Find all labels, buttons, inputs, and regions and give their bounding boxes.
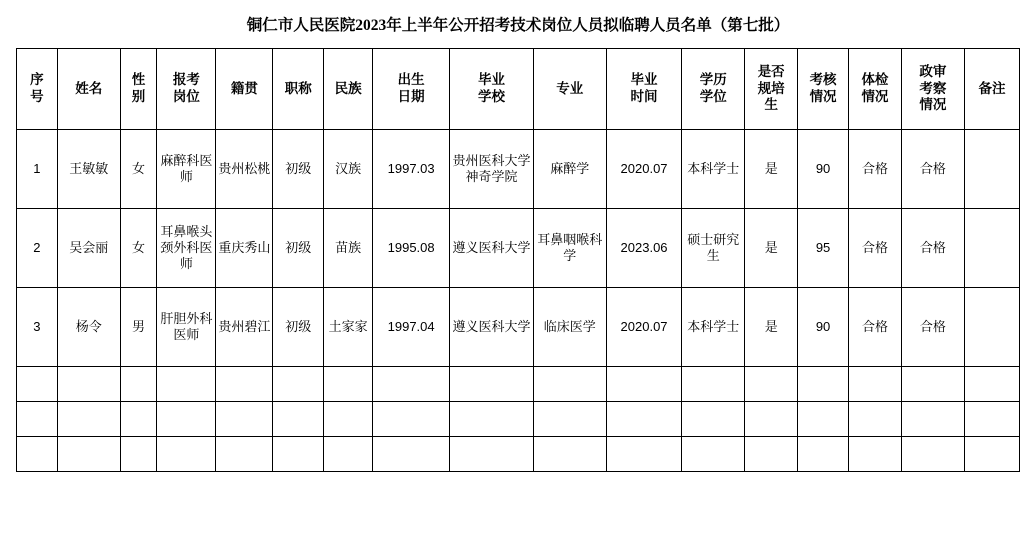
cell-is-trainee: 是 [745,130,798,209]
cell-gender: 女 [120,209,157,288]
table-header-row [17,49,1020,130]
cell-name: 王敏敏 [57,130,120,209]
column-header-gender [120,49,157,130]
page-title: 铜仁市人民医院2023年上半年公开招考技术岗位人员拟临聘人员名单（第七批） [246,17,790,34]
cell-empty [606,437,681,472]
table-row [17,130,1020,209]
column-header-political-review [901,49,964,130]
cell-empty [798,402,849,437]
cell-ethnicity: 土家家 [324,288,373,367]
cell-major: 临床医学 [533,288,606,367]
cell-is-trainee: 是 [745,209,798,288]
header-line: 岗位 [172,89,200,104]
cell-empty [216,402,273,437]
header-line: 考核 [809,72,837,88]
cell-empty [372,437,449,472]
cell-name: 吴会丽 [57,209,120,288]
header-line: 情况 [809,89,837,104]
cell-empty [901,437,964,472]
column-header-graduation-date [606,49,681,130]
cell-empty [372,402,449,437]
header-line: 政审 [919,63,947,79]
header-line: 籍贯 [230,80,258,96]
column-header-position [157,49,216,130]
header-line: 性 [131,72,146,88]
header-line: 职称 [284,80,312,96]
cell-remark [964,288,1019,367]
cell-empty [157,437,216,472]
cell-assessment: 90 [798,130,849,209]
cell-empty [17,367,58,402]
column-header-assessment [798,49,849,130]
cell-empty [324,437,373,472]
table-body [17,130,1020,472]
cell-birth-date: 1997.03 [372,130,449,209]
cell-empty [745,402,798,437]
header-line: 学校 [477,89,505,104]
cell-birth-date: 1997.04 [372,288,449,367]
table-row [17,288,1020,367]
column-header-is-trainee [745,49,798,130]
header-line: 专业 [556,80,584,96]
cell-empty [964,437,1019,472]
cell-empty [57,437,120,472]
cell-empty [450,402,533,437]
column-header-name [57,49,120,130]
column-header-major [533,49,606,130]
column-header-school [450,49,533,130]
header-line: 时间 [630,89,658,104]
header-line: 情况 [919,97,947,113]
cell-political-review: 合格 [901,209,964,288]
column-header-physical-exam [849,49,902,130]
cell-name: 杨令 [57,288,120,367]
cell-index: 2 [17,209,58,288]
cell-empty [849,367,902,402]
cell-empty [17,402,58,437]
cell-gender: 男 [120,288,157,367]
cell-index: 3 [17,288,58,367]
cell-empty [372,367,449,402]
cell-degree: 本科学士 [682,288,745,367]
cell-empty [120,437,157,472]
cell-school: 遵义医科大学 [450,209,533,288]
table-row-empty [17,437,1020,472]
roster-table [16,48,1020,472]
cell-empty [17,437,58,472]
header-line: 规培 [757,80,785,96]
cell-degree: 本科学士 [682,130,745,209]
cell-position: 耳鼻喉头颈外科医师 [157,209,216,288]
cell-native-place: 贵州松桃 [216,130,273,209]
cell-major: 麻醉学 [533,130,606,209]
cell-empty [606,402,681,437]
table-header [17,49,1020,130]
cell-empty [901,402,964,437]
header-line: 学位 [699,89,727,104]
cell-empty [273,367,324,402]
cell-position: 麻醉科医师 [157,130,216,209]
title-container [16,0,1020,48]
cell-empty [533,367,606,402]
cell-physical-exam: 合格 [849,209,902,288]
header-line: 体检 [861,72,889,88]
cell-birth-date: 1995.08 [372,209,449,288]
column-header-native-place [216,49,273,130]
header-line: 别 [131,89,146,104]
cell-empty [273,437,324,472]
cell-graduation-date: 2020.07 [606,130,681,209]
header-line: 报考 [172,72,200,88]
cell-political-review: 合格 [901,288,964,367]
column-header-ethnicity [324,49,373,130]
column-header-index [17,49,58,130]
cell-empty [273,402,324,437]
cell-graduation-date: 2020.07 [606,288,681,367]
cell-title: 初级 [273,209,324,288]
cell-index: 1 [17,130,58,209]
column-header-degree [682,49,745,130]
cell-empty [57,402,120,437]
cell-remark [964,130,1019,209]
cell-ethnicity: 苗族 [324,209,373,288]
header-line: 学历 [699,72,727,88]
header-line: 序 [30,72,44,88]
cell-empty [157,402,216,437]
cell-political-review: 合格 [901,130,964,209]
cell-empty [216,367,273,402]
cell-school: 遵义医科大学 [450,288,533,367]
cell-empty [682,367,745,402]
header-line: 毕业 [477,72,505,88]
cell-gender: 女 [120,130,157,209]
cell-is-trainee: 是 [745,288,798,367]
cell-title: 初级 [273,288,324,367]
header-line: 日期 [397,89,425,104]
cell-empty [533,437,606,472]
column-header-title [273,49,324,130]
cell-empty [216,437,273,472]
column-header-birth-date [372,49,449,130]
cell-empty [964,367,1019,402]
header-line: 考察 [919,80,947,96]
header-line: 姓名 [75,80,103,96]
header-line: 出生 [397,72,425,88]
table-row [17,209,1020,288]
cell-degree: 硕士研究生 [682,209,745,288]
header-line: 是否 [757,63,785,79]
cell-assessment: 95 [798,209,849,288]
cell-physical-exam: 合格 [849,130,902,209]
cell-empty [120,367,157,402]
cell-native-place: 贵州碧江 [216,288,273,367]
cell-empty [682,437,745,472]
cell-graduation-date: 2023.06 [606,209,681,288]
header-line: 号 [30,89,44,104]
cell-empty [450,367,533,402]
cell-empty [745,437,798,472]
cell-empty [57,367,120,402]
cell-school: 贵州医科大学神奇学院 [450,130,533,209]
cell-assessment: 90 [798,288,849,367]
cell-empty [745,367,798,402]
cell-empty [450,437,533,472]
cell-title: 初级 [273,130,324,209]
cell-empty [798,367,849,402]
cell-major: 耳鼻咽喉科学 [533,209,606,288]
cell-remark [964,209,1019,288]
cell-empty [901,367,964,402]
header-line: 民族 [334,80,362,96]
cell-empty [533,402,606,437]
cell-empty [849,437,902,472]
cell-native-place: 重庆秀山 [216,209,273,288]
header-line: 备注 [978,80,1006,96]
cell-position: 肝胆外科医师 [157,288,216,367]
header-line: 生 [764,97,778,113]
cell-empty [682,402,745,437]
header-line: 毕业 [630,72,658,88]
cell-ethnicity: 汉族 [324,130,373,209]
column-header-remark [964,49,1019,130]
cell-empty [606,367,681,402]
cell-empty [964,402,1019,437]
cell-physical-exam: 合格 [849,288,902,367]
cell-empty [120,402,157,437]
table-row-empty [17,367,1020,402]
cell-empty [157,367,216,402]
cell-empty [324,402,373,437]
header-line: 情况 [861,89,889,104]
cell-empty [798,437,849,472]
cell-empty [849,402,902,437]
cell-empty [324,367,373,402]
table-row-empty [17,402,1020,437]
